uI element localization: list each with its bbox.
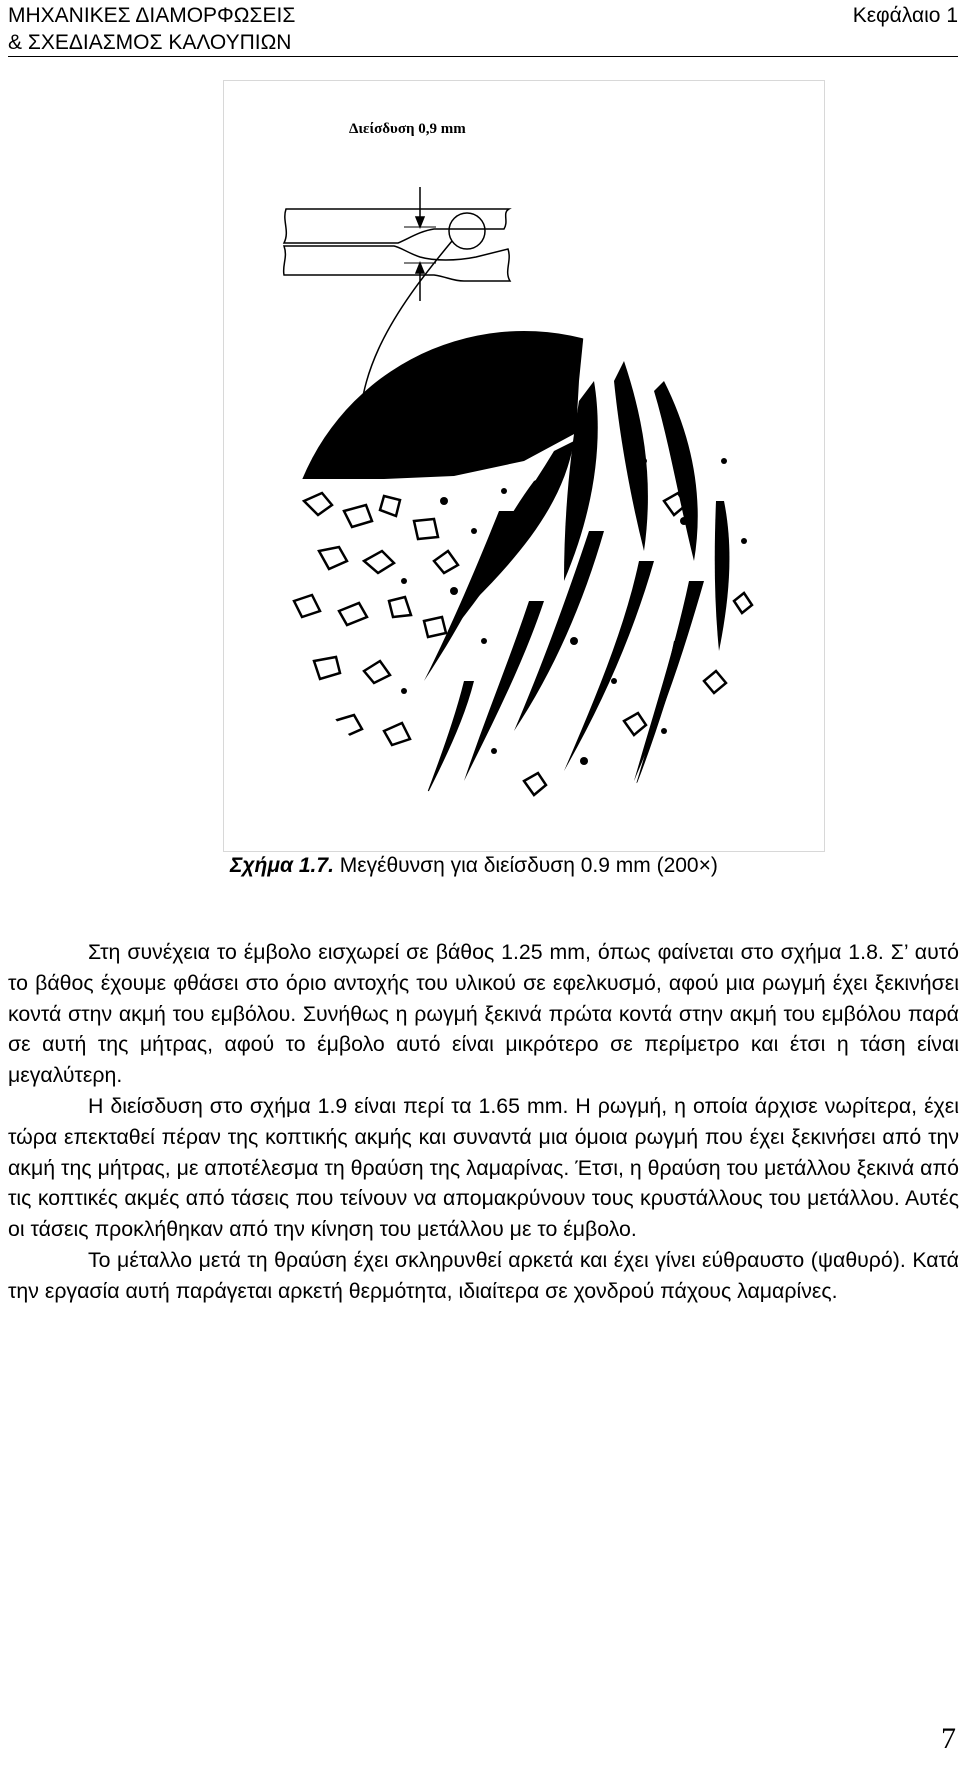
micrograph-figure	[224, 81, 824, 851]
header-title-line-1: ΜΗΧΑΝΙΚΕΣ ΔΙΑΜΟΡΦΩΣΕΙΣ	[8, 4, 296, 27]
paragraph: Στη συνέχεια το έμβολο εισχωρεί σε βάθος 1.25 mm, όπως φαίνεται στο σχήμα 1.8. Σ’ αυτό το βάθος έχουμε φθάσει στο όριο αντοχής του υλικού σε εφελκυσμό, αφού μια ρωγμή έχει ξεκινήσει κοντά στην ακμή του εμβόλου. Συνήθως η ρωγμή ξεκινά πρώτα κοντά στην ακμή του εμβόλου παρά σε αυτή της μήτρας, αφού το έμβολο αυτό είναι μικρότερο σε περίμετρο και έτσι η τάση είναι μεγαλύτερη.	[8, 940, 959, 1088]
figure-caption-text: Μεγέθυνση για διείσδυση 0.9 mm (200×)	[333, 854, 718, 877]
header-chapter: Κεφάλαιο 1	[852, 4, 958, 27]
figure-caption	[230, 852, 830, 880]
figure-1-7	[223, 80, 825, 852]
diagram-label: Διείσδυση 0,9 mm	[349, 121, 466, 137]
page-header	[8, 2, 958, 57]
micrograph-view	[284, 331, 764, 811]
page-number: 7	[941, 1722, 956, 1755]
header-title-line-2: & ΣΧΕΔΙΑΣΜΟΣ ΚΑΛΟΥΠΙΩΝ	[8, 31, 292, 54]
paragraph: Η διείσδυση στο σχήμα 1.9 είναι περί τα 1.65 mm. Η ρωγμή, η οποία άρχισε νωρίτερα, έχει τώρα επεκταθεί πέραν της κοπτικής ακμής και συναντά μια όμοια ρωγμή που έχει ξεκινήσει από την ακμή της μήτρας, με αποτέλεσμα τη θραύση της λαμαρίνας. Έτσι, η θραύση του μετάλλου ξεκινά από τις κοπτικές ακμές από τάσεις που τείνουν να απομακρύνουν τους κρυστάλλους του μετάλλου. Αυτές οι τάσεις προκλήθηκαν από την κίνηση του μετάλλου με το έμβολο.	[8, 1093, 959, 1242]
body-text	[8, 937, 959, 1307]
paragraph: Το μέταλλο μετά τη θραύση έχει σκληρυνθεί αρκετά και έχει γίνει εύθραυστο (ψαθυρό). Κατά την εργασία αυτή παράγεται αρκετή θερμότητα, ιδιαίτερα σε χονδρού πάχους λαμαρίνες.	[8, 1247, 959, 1303]
figure-caption-label: Σχήμα 1.7.	[230, 854, 334, 877]
